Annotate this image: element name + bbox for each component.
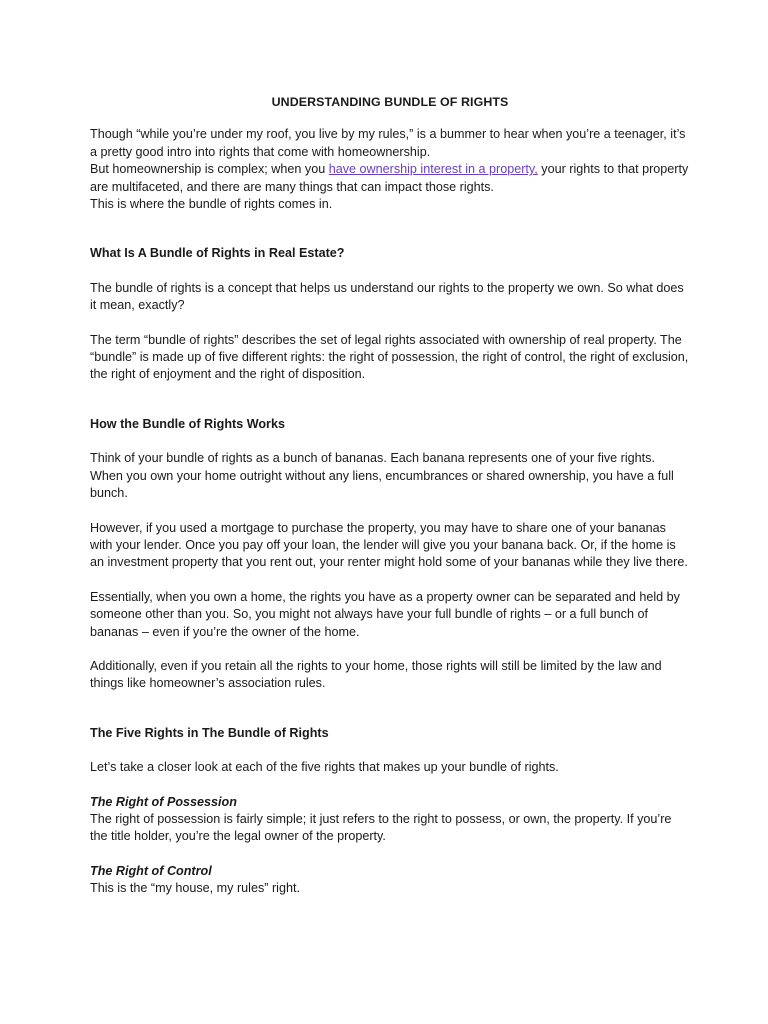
section-heading-how-it-works: How the Bundle of Rights Works bbox=[90, 416, 285, 431]
control-paragraph: This is the “my house, my rules” right. bbox=[90, 881, 300, 896]
section3-paragraph-1: Let’s take a closer look at each of the five rights that makes up your bundle of rights. bbox=[90, 760, 559, 775]
section2-paragraph-4: Additionally, even if you retain all the rights to your home, those rights will still be limited by the law and things like homeowner’s association rules. bbox=[90, 658, 662, 691]
section1-paragraph-1: The bundle of rights is a concept that helps us understand our rights to the property we own. So what does it mean, exactly? bbox=[90, 280, 684, 313]
subheading-right-of-control: The Right of Control bbox=[90, 863, 212, 878]
intro-paragraph-2 bbox=[90, 161, 690, 196]
section2-paragraph-3: Essentially, when you own a home, the rights you have as a property owner can be separated and held by someone other than you. So, you might not always have your full bundle of rights – or a full bunch of bananas – even if you’re the owner of the home. bbox=[90, 589, 680, 639]
section2-paragraph-2: However, if you used a mortgage to purchase the property, you may have to share one of your bananas with your lender. Once you pay off your loan, the lender will give you your banana back. Or, if the home is an investment property that you rent out, your renter might hold some of your bananas while they live there. bbox=[90, 520, 688, 570]
intro-p2-after: your rights to that property are multifaceted, and there are many things that can impact those rights. bbox=[90, 162, 689, 194]
document-page bbox=[90, 94, 690, 898]
intro-paragraph-1: Though “while you’re under my roof, you live by my rules,” is a bummer to hear when you’re a teenager, it’s a pretty good intro into rights that come with homeownership. bbox=[90, 127, 686, 159]
ownership-interest-link[interactable]: have ownership interest in a property, bbox=[328, 162, 538, 177]
document-title: UNDERSTANDING BUNDLE OF RIGHTS bbox=[271, 95, 509, 109]
section1-paragraph-2: The term “bundle of rights” describes the set of legal rights associated with ownership of real property. The “bundle” is made up of five different rights: the right of possession, the right of control, the right of exclusion, the right of enjoyment and the right of disposition. bbox=[90, 332, 689, 382]
section-heading-five-rights: The Five Rights in The Bundle of Rights bbox=[90, 725, 329, 740]
subheading-right-of-possession: The Right of Possession bbox=[90, 794, 237, 809]
intro-paragraph-3: This is where the bundle of rights comes in. bbox=[90, 197, 333, 212]
section-heading-what-is: What Is A Bundle of Rights in Real Estate? bbox=[90, 246, 345, 261]
intro-p2-before: But homeownership is complex; when you bbox=[90, 162, 329, 177]
possession-paragraph: The right of possession is fairly simple; it just refers to the right to possess, or own, the property. If you’re the title holder, you’re the legal owner of the property. bbox=[90, 811, 672, 844]
section2-paragraph-1: Think of your bundle of rights as a bunch of bananas. Each banana represents one of your five rights. When you own your home outright without any liens, encumbrances or shared ownership, you have a full bunch. bbox=[90, 451, 674, 501]
